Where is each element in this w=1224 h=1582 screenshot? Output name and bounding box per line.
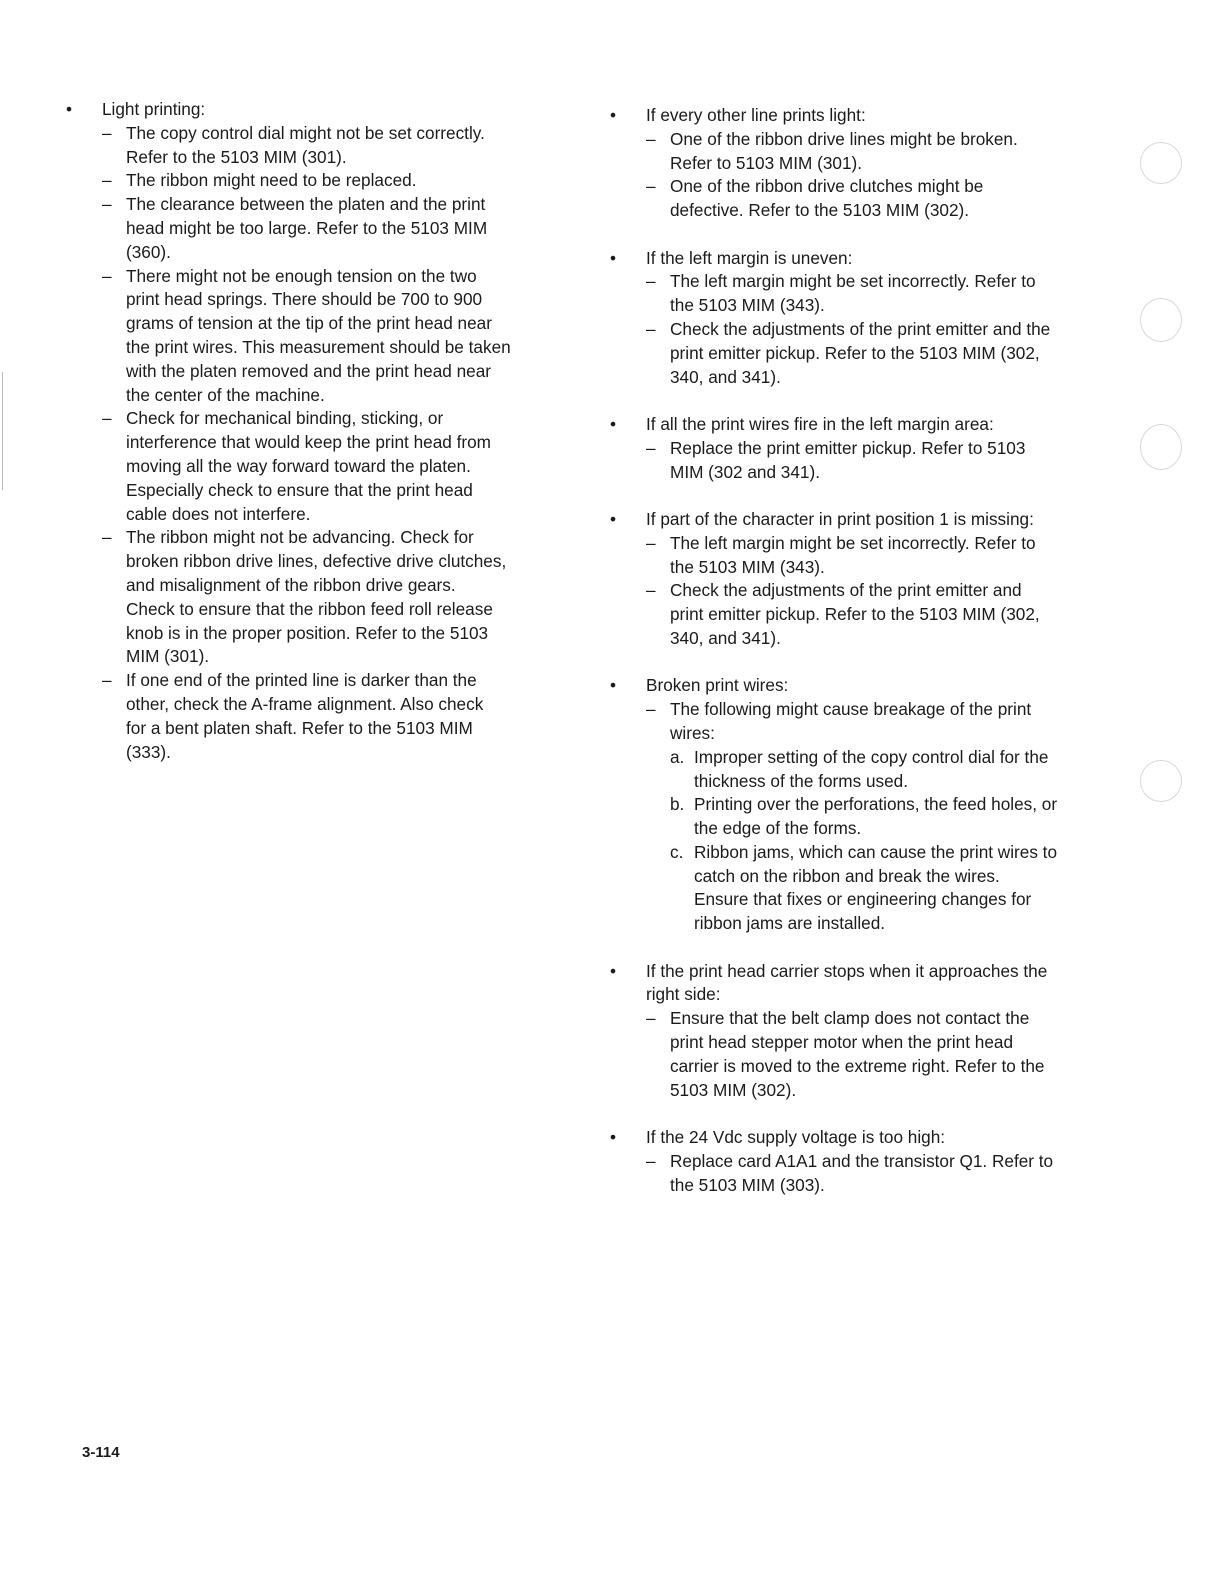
text-line: the center of the machine. [126,384,325,405]
dash-icon: – [102,170,112,191]
page-number: 3-114 [82,1444,120,1461]
lettered-item [670,793,1092,841]
section-gap [610,223,1092,247]
text-line: the print wires. This measurement should be taken [126,336,511,357]
dash-icon: – [646,437,656,458]
item-letter: b. [670,794,685,815]
text-line: If the 24 Vdc supply voltage is too high: [646,1127,946,1148]
text-line: If one end of the printed line is darker than the [126,670,477,691]
text-line: The copy control dial might not be set correctly. [126,122,485,143]
text-line: If the left margin is uneven: [646,247,853,268]
text-line: Refer to 5103 MIM (301). [670,152,863,173]
text-line: ribbon jams are installed. [694,913,886,934]
section-heading [646,413,1092,437]
text-line: cable does not interfere. [126,503,311,524]
text-line: The following might cause breakage of the print [670,699,1032,720]
dash-icon: – [102,670,112,691]
text-line: There might not be enough tension on the two [126,265,477,286]
text-line: Check the adjustments of the print emitter and [670,580,1022,601]
bullet-section [610,960,1092,1103]
section-heading [102,98,566,122]
bullet-icon: • [610,247,617,268]
text-line: grams of tension at the tip of the print head near [126,313,492,334]
section-gap [610,651,1092,675]
text-line: Replace the print emitter pickup. Refer to 5103 [670,437,1026,458]
text-line: Replace card A1A1 and the transistor Q1. Refer to [670,1150,1054,1171]
text-line: carrier is moved to the extreme right. Refer to the [670,1055,1045,1076]
dash-icon: – [102,408,112,429]
text-line: print emitter pickup. Refer to the 5103 MIM (302, [670,604,1040,625]
left-column [66,98,566,764]
text-line: The left margin might be set incorrectly. Refer to [670,271,1036,292]
dash-list-item [102,265,566,408]
section-heading [646,1126,1092,1150]
text-line: Ensure that fixes or engineering changes for [694,889,1032,910]
dash-icon: – [646,580,656,601]
section-heading [646,104,1092,128]
section-heading [646,247,1092,271]
bullet-icon: • [610,1127,617,1148]
bullet-icon: • [610,413,617,434]
dash-icon: – [646,1150,656,1171]
text-line: defective. Refer to the 5103 MIM (302). [670,200,970,221]
punch-hole-mark [1140,298,1182,342]
dash-list-item [102,122,566,170]
text-line: wires: [670,722,715,743]
section-heading [646,508,1092,532]
dash-list-item [646,318,1092,389]
bullet-icon: • [610,675,617,696]
section-gap [610,1102,1092,1126]
bullet-section [610,508,1092,651]
item-letter: a. [670,746,685,767]
dash-icon: – [646,176,656,197]
text-line: other, check the A-frame alignment. Also check [126,693,484,714]
text-line: The clearance between the platen and the print [126,194,486,215]
text-line: print emitter pickup. Refer to the 5103 MIM (302, [670,342,1040,363]
text-line: (333). [126,741,171,762]
dash-list-item [646,175,1092,223]
text-line: If all the print wires fire in the left margin area: [646,413,994,434]
text-line: If the print head carrier stops when it approaches the [646,960,1048,981]
text-line: thickness of the forms used. [694,770,908,791]
text-line: If part of the character in print position 1 is missing: [646,508,1034,529]
section-gap [610,936,1092,960]
punch-hole-mark [1140,760,1182,802]
dash-list-item [646,532,1092,580]
bullet-icon: • [610,105,617,125]
text-line: and misalignment of the ribbon drive gears. [126,574,456,595]
punch-hole-mark [1140,424,1182,470]
text-line: One of the ribbon drive clutches might be [670,176,984,197]
text-line: with the platen removed and the print head near [126,360,491,381]
bullet-section [610,247,1092,390]
punch-hole-mark [1140,142,1182,184]
dash-list-item [646,698,1092,746]
text-line: Light printing: [102,99,206,119]
dash-icon: – [102,122,112,143]
dash-icon: – [102,527,112,548]
right-column [610,104,1092,1197]
bullet-section [610,413,1092,484]
text-line: One of the ribbon drive lines might be broken. [670,128,1018,149]
text-line: the 5103 MIM (343). [670,295,825,316]
text-line: print head springs. There should be 700 to 900 [126,289,483,310]
section-heading [646,674,1092,698]
bullet-icon: • [610,960,617,981]
text-line: Broken print wires: [646,675,789,696]
text-line: Check the adjustments of the print emitter and the [670,318,1051,339]
dash-icon: – [646,532,656,553]
bullet-section [610,674,1092,936]
text-line: right side: [646,984,721,1005]
dash-list-item [102,669,566,764]
text-line: Improper setting of the copy control dial for the [694,746,1049,767]
text-line: The ribbon might need to be replaced. [126,170,417,191]
text-line: Ribbon jams, which can cause the print wires to [694,841,1058,862]
bullet-section [610,104,1092,223]
dash-icon: – [646,318,656,339]
text-line: Check to ensure that the ribbon feed roll release [126,598,493,619]
bullet-icon: • [66,99,73,119]
dash-icon: – [646,1008,656,1029]
bullet-icon: • [610,508,617,529]
scan-edge-mark [2,372,3,490]
dash-list-item [646,437,1092,485]
text-line: broken ribbon drive lines, defective drive clutches, [126,551,507,572]
text-line: Ensure that the belt clamp does not contact the [670,1008,1030,1029]
lettered-list [646,746,1092,936]
item-letter: c. [670,841,684,862]
text-line: The left margin might be set incorrectly. Refer to [670,532,1036,553]
text-line: MIM (301). [126,646,210,667]
dash-icon: – [646,271,656,292]
text-line: Refer to the 5103 MIM (301). [126,146,347,167]
section-gap [610,389,1092,413]
text-line: Check for mechanical binding, sticking, or [126,408,444,429]
text-line: Printing over the perforations, the feed holes, or [694,794,1058,815]
text-line: MIM (302 and 341). [670,461,820,482]
text-line: Especially check to ensure that the print head [126,479,473,500]
dash-list-item [646,128,1092,176]
text-line: the edge of the forms. [694,818,862,839]
dash-icon: – [102,194,112,215]
section-heading [646,960,1092,1008]
text-line: for a bent platen shaft. Refer to the 5103 MIM [126,717,473,738]
dash-list-item [646,1150,1092,1198]
lettered-item [670,746,1092,794]
text-line: The ribbon might not be advancing. Check for [126,527,474,548]
dash-icon: – [646,699,656,720]
text-line: 5103 MIM (302). [670,1079,797,1100]
dash-list-item [102,193,566,264]
text-line: knob is in the proper position. Refer to the 5103 [126,622,489,643]
dash-list-item [646,579,1092,650]
text-line: 340, and 341). [670,366,781,387]
section-gap [610,484,1092,508]
text-line: catch on the ribbon and break the wires. [694,865,1000,886]
text-line: interference that would keep the print head from [126,432,491,453]
text-line: If every other line prints light: [646,105,866,125]
bullet-section [66,98,566,764]
text-line: print head stepper motor when the print head [670,1032,1014,1053]
dash-list-item [646,270,1092,318]
dash-list-item [102,407,566,526]
text-line: the 5103 MIM (343). [670,556,825,577]
text-line: 340, and 341). [670,627,781,648]
dash-list-item [102,526,566,669]
text-line: head might be too large. Refer to the 5103 MIM [126,217,488,238]
dash-list-item [646,1007,1092,1102]
dash-icon: – [646,128,656,149]
text-line: (360). [126,241,171,262]
lettered-item [670,841,1092,936]
dash-icon: – [102,265,112,286]
dash-list-item [102,169,566,193]
bullet-section [610,1126,1092,1197]
text-line: moving all the way forward toward the platen. [126,455,471,476]
text-line: the 5103 MIM (303). [670,1174,825,1195]
